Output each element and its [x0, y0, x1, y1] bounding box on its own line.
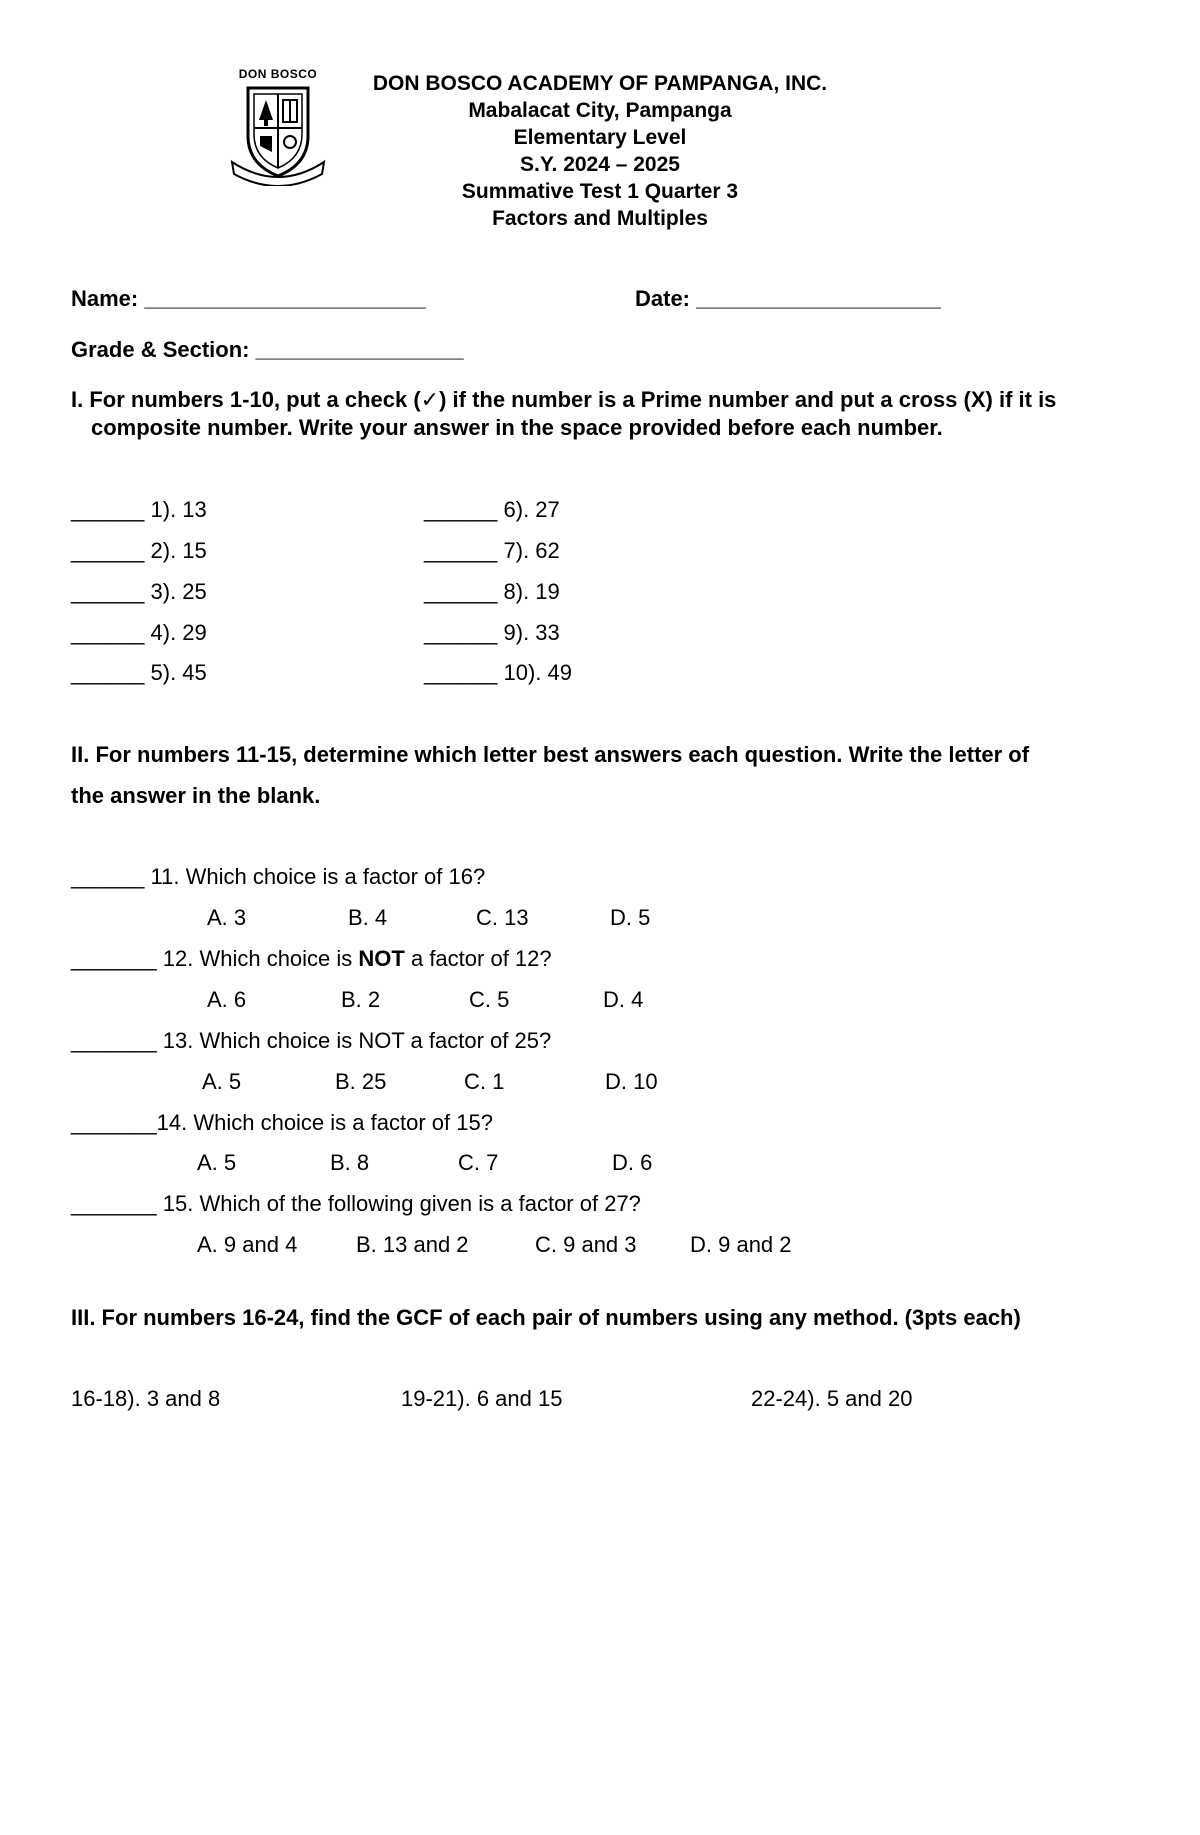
question-12[interactable]	[71, 946, 552, 972]
test-topic: Factors and Multiples	[492, 207, 708, 230]
grade-section-field[interactable]: Grade & Section: _________________	[71, 337, 464, 362]
part3-instruction: III. For numbers 16-24, find the GCF of each pair of numbers using any method. (3pts each)	[71, 1305, 1021, 1330]
q12-choice-a: A. 6	[207, 987, 247, 1012]
q11-choice-c: C. 13	[476, 905, 529, 930]
q13-choice-b: B. 25	[335, 1069, 387, 1094]
q14-choice-b: B. 8	[330, 1150, 370, 1175]
q13-choice-a: A. 5	[202, 1069, 242, 1094]
item-9[interactable]: ______ 9). 33	[424, 620, 560, 645]
item-10[interactable]: ______ 10). 49	[424, 660, 573, 685]
item-6[interactable]: ______ 6). 27	[424, 497, 560, 522]
item-1[interactable]: ______ 1). 13	[71, 497, 207, 522]
q15-choice-a: A. 9 and 4	[197, 1232, 298, 1257]
question-14[interactable]: _______14. Which choice is a factor of 15?	[71, 1110, 493, 1135]
school-year: S.Y. 2024 – 2025	[520, 153, 680, 176]
q14-choice-a: A. 5	[197, 1150, 237, 1175]
item-5[interactable]: ______ 5). 45	[71, 660, 207, 685]
part2-instruction-cont: the answer in the blank.	[71, 783, 321, 808]
q11-choice-b: B. 4	[348, 905, 388, 930]
q13-choice-d: D. 10	[605, 1069, 658, 1094]
part1-instruction: I. For numbers 1-10, put a check (✓) if the number is a Prime number and put a cross (X) if it is	[71, 387, 1057, 412]
q12-choice-b: B. 2	[341, 987, 381, 1012]
question-13[interactable]: _______ 13. Which choice is NOT a factor of 25?	[71, 1028, 552, 1053]
q11-choice-a: A. 3	[207, 905, 247, 930]
item-2[interactable]: ______ 2). 15	[71, 538, 207, 563]
q15-choice-c: C. 9 and 3	[535, 1232, 637, 1257]
q12-text-post: a factor of 12?	[404, 946, 552, 971]
item-8[interactable]: ______ 8). 19	[424, 579, 560, 604]
school-name: DON BOSCO ACADEMY OF PAMPANGA, INC.	[372, 72, 828, 95]
item-4[interactable]: ______ 4). 29	[71, 620, 207, 645]
part2-instruction: II. For numbers 11-15, determine which letter best answers each question. Write the letter of	[71, 742, 1030, 767]
question-15[interactable]: _______ 15. Which of the following given is a factor of 27?	[71, 1191, 641, 1216]
q12-choice-d: D. 4	[603, 987, 644, 1012]
q11-choice-d: D. 5	[610, 905, 651, 930]
q14-choice-d: D. 6	[612, 1150, 653, 1175]
school-city: Mabalacat City, Pampanga	[468, 99, 732, 122]
q12-emphasis: NOT	[358, 946, 405, 971]
logo-text: DON BOSCO	[238, 67, 318, 81]
gcf-item-22-24: 22-24). 5 and 20	[751, 1386, 913, 1411]
test-title: Summative Test 1 Quarter 3	[461, 180, 739, 203]
gcf-item-19-21: 19-21). 6 and 15	[401, 1386, 563, 1411]
q12-text-pre: _______ 12. Which choice is	[71, 946, 359, 971]
item-7[interactable]: ______ 7). 62	[424, 538, 560, 563]
q14-choice-c: C. 7	[458, 1150, 499, 1175]
date-field[interactable]: Date: ____________________	[635, 286, 941, 311]
q15-choice-b: B. 13 and 2	[356, 1232, 469, 1257]
q12-choice-c: C. 5	[469, 987, 510, 1012]
name-field[interactable]: Name: _______________________	[71, 286, 426, 311]
q13-choice-c: C. 1	[464, 1069, 505, 1094]
school-level: Elementary Level	[513, 126, 687, 149]
question-11[interactable]: ______ 11. Which choice is a factor of 16?	[71, 864, 486, 889]
part1-instruction-cont: composite number. Write your answer in the space provided before each number.	[91, 415, 943, 440]
q15-choice-d: D. 9 and 2	[690, 1232, 792, 1257]
gcf-item-16-18: 16-18). 3 and 8	[71, 1386, 221, 1411]
item-3[interactable]: ______ 3). 25	[71, 579, 207, 604]
